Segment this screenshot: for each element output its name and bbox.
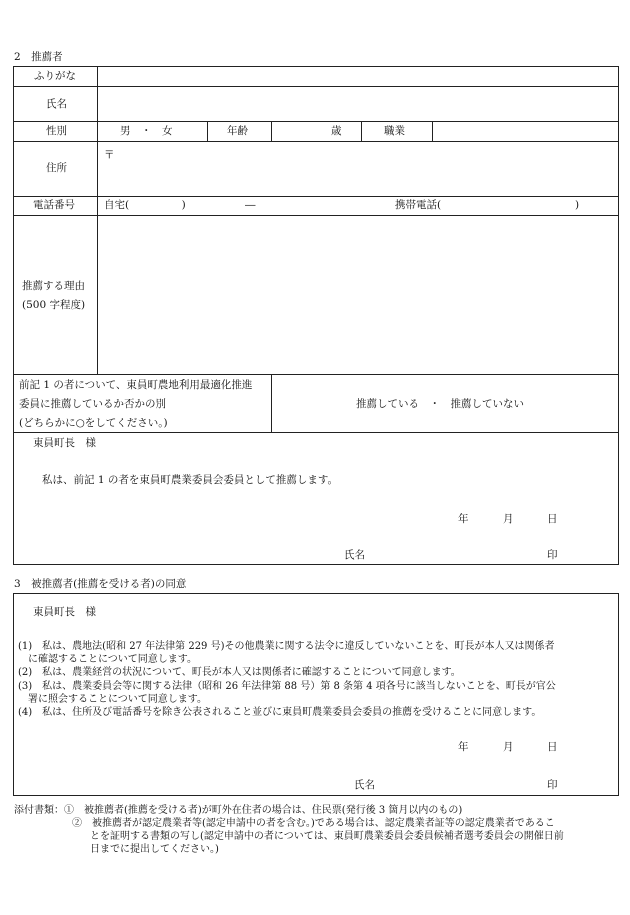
- attachment-2-cont2: 日までに提出してください。): [90, 844, 219, 855]
- age-label: 年齢: [227, 125, 248, 137]
- consent-item-1-cont: に確認することについて同意します。: [18, 654, 197, 665]
- consent-seal-mark: 印: [547, 779, 558, 791]
- consent-date-day: 日: [547, 741, 558, 753]
- address-field[interactable]: [118, 142, 617, 196]
- furigana-field[interactable]: [98, 67, 617, 86]
- section3-heading: 3 被推薦者(推薦を受ける者)の同意: [14, 578, 187, 590]
- attachment-2-cont1: とを証明する書類の写し(認定申請中の者については、東員町農業委員会委員候補者選考委員会の開催日前: [90, 831, 564, 842]
- phone-dash: ―: [245, 199, 256, 211]
- attachment-1: 添付書類：① 被推薦者(推薦を受ける者)が町外在住者の場合は、住民票(発行後 3 箇月以内のもの): [14, 805, 463, 816]
- gender-label: 性別: [46, 125, 67, 137]
- consent-addressee: 東員町長 様: [33, 606, 96, 618]
- phone-label: 電話番号: [33, 199, 75, 211]
- consent-sign-name-label: 氏名: [354, 779, 375, 791]
- home-phone[interactable]: 自宅( ): [104, 199, 186, 211]
- address-label: 住所: [46, 162, 67, 174]
- question-line1: 前記 1 の者について、東員町農地利用最適化推進: [19, 379, 253, 391]
- name-label: 氏名: [46, 98, 67, 110]
- sign-name-field[interactable]: [372, 545, 542, 563]
- reason-field[interactable]: [98, 216, 617, 374]
- reason-label: 推薦する理由: [22, 280, 85, 292]
- job-field[interactable]: [433, 122, 617, 141]
- sign-name-label: 氏名: [344, 549, 365, 561]
- question-answer[interactable]: 推薦している ・ 推薦していない: [356, 398, 524, 410]
- gender-options[interactable]: 男 ・ 女: [120, 125, 173, 137]
- date-year: 年: [458, 513, 469, 525]
- consent-item-3-cont: 署に照会することについて同意します。: [18, 694, 207, 705]
- seal-mark: 印: [547, 549, 558, 561]
- age-field[interactable]: [272, 122, 332, 141]
- section2-heading: 2 推薦者: [14, 51, 63, 63]
- date-day: 日: [547, 513, 558, 525]
- furigana-label: ふりがな: [34, 70, 76, 82]
- mobile-phone[interactable]: 携帯電話(: [395, 199, 442, 211]
- consent-item-3: (3) 私は、農業委員会等に関する法律（昭和 26 年法律第 88 号）第 8 条第 4 項各号に該当しないことを、町長が官公: [18, 681, 556, 692]
- name-field[interactable]: [98, 87, 617, 121]
- attachment-2: ② 被推薦者が認定農業者等(認定申請中の者を含む。)である場合は、認定農業者証等の認定農業者であるこ: [72, 818, 555, 829]
- addressee: 東員町長 様: [33, 437, 96, 449]
- consent-item-1: (1) 私は、農地法(昭和 27 年法律第 229 号)その他農業に関する法令に違反していないことを、町長が本人又は関係者: [18, 641, 555, 652]
- consent-item-4: (4) 私は、住所及び電話番号を除き公表されること並びに東員町農業委員会委員の推薦を受けることに同意します。: [18, 707, 542, 718]
- reason-length: (500 字程度): [22, 299, 86, 311]
- consent-date-year: 年: [458, 741, 469, 753]
- question-line3: (どちらかに○をしてください。): [19, 417, 168, 429]
- postal-mark: 〒: [104, 149, 115, 161]
- consent-item-2: (2) 私は、農業経営の状況について、町長が本人又は関係者に確認することについて同意します。: [18, 667, 461, 678]
- consent-date-month: 月: [503, 741, 514, 753]
- age-unit: 歳: [331, 125, 342, 137]
- recommend-statement: 私は、前記 1 の者を東員町農業委員会委員として推薦します。: [42, 474, 339, 486]
- consent-sign-name-field[interactable]: [382, 775, 542, 793]
- job-label: 職業: [384, 125, 405, 137]
- date-month: 月: [503, 513, 514, 525]
- mobile-close: ): [575, 199, 580, 211]
- question-line2: 委員に推薦しているか否かの別: [19, 398, 166, 410]
